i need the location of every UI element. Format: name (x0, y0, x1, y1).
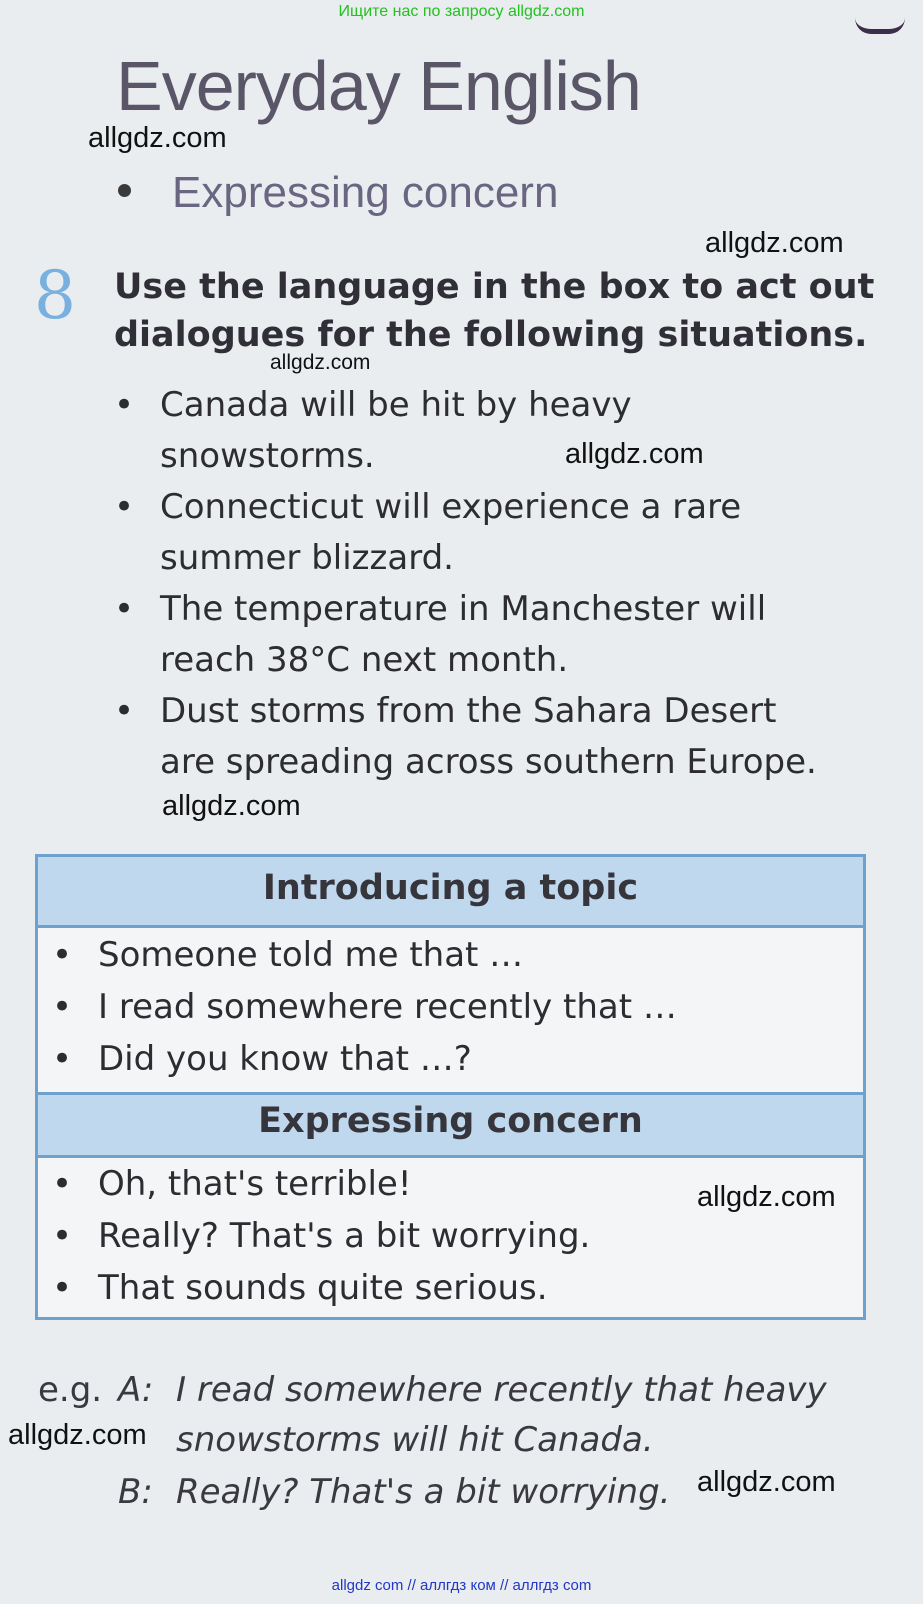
watermark: allgdz.com (565, 438, 704, 470)
subtitle-bullet-icon (118, 184, 131, 197)
example-line: Really? That's a bit worrying. (176, 1472, 671, 1512)
phrase-item: • Oh, that's terrible! (48, 1158, 590, 1210)
exercise-number: 8 (34, 257, 76, 334)
phrase-item: • I read somewhere recently that … (48, 981, 677, 1033)
situation-line: • Connecticut will experience a rare (160, 487, 742, 527)
example-line: snowstorms will hit Canada. (176, 1420, 654, 1460)
phrase-item: • That sounds quite serious. (48, 1262, 590, 1314)
watermark: allgdz.com (8, 1419, 147, 1451)
situation-line: • The temperature in Manchester will (160, 589, 767, 629)
bottom-watermark-banner: allgdz com // аллгдз ком // аллгдз com (331, 1577, 592, 1594)
box-heading-introducing: Introducing a topic (38, 857, 863, 928)
situation-item (110, 686, 817, 788)
top-watermark-banner: Ищите нас по запросу allgdz.com (338, 3, 585, 20)
situation-line: snowstorms. (160, 436, 375, 476)
watermark: allgdz.com (705, 227, 844, 259)
instruction-line: dialogues for the following situations. (114, 315, 868, 355)
corner-decoration (855, 18, 905, 34)
example-label: e.g. (38, 1370, 103, 1410)
situation-line: • Dust storms from the Sahara Desert (160, 691, 777, 731)
situation-line: summer blizzard. (160, 538, 454, 578)
page-title: Everyday English (116, 47, 641, 125)
watermark: allgdz.com (270, 351, 371, 374)
phrase-item: • Really? That's a bit worrying. (48, 1210, 590, 1262)
concern-phrase-list (48, 1158, 590, 1314)
watermark: allgdz.com (697, 1181, 836, 1213)
situation-line: are spreading across southern Europe. (160, 742, 817, 782)
phrase-item: • Did you know that …? (48, 1033, 677, 1085)
language-box (35, 854, 866, 1320)
situation-item (110, 380, 817, 482)
phrase-item: • Someone told me that … (48, 929, 677, 981)
speaker-a-label: A: (118, 1370, 154, 1410)
watermark: allgdz.com (162, 790, 301, 822)
watermark: allgdz.com (697, 1466, 836, 1498)
situation-line: • Canada will be hit by heavy (160, 385, 632, 425)
box-heading-concern: Expressing concern (38, 1092, 863, 1158)
watermark: allgdz.com (88, 122, 227, 154)
situation-line: reach 38°C next month. (160, 640, 569, 680)
exercise-instruction (114, 263, 874, 359)
introducing-phrase-list (48, 929, 677, 1085)
page-subtitle: Expressing concern (172, 168, 559, 217)
example-line: I read somewhere recently that heavy (176, 1370, 827, 1410)
instruction-line: Use the language in the box to act out (114, 267, 875, 307)
situation-item (110, 482, 817, 584)
speaker-b-label: B: (118, 1472, 153, 1512)
situation-item (110, 584, 817, 686)
situation-list (110, 380, 817, 788)
